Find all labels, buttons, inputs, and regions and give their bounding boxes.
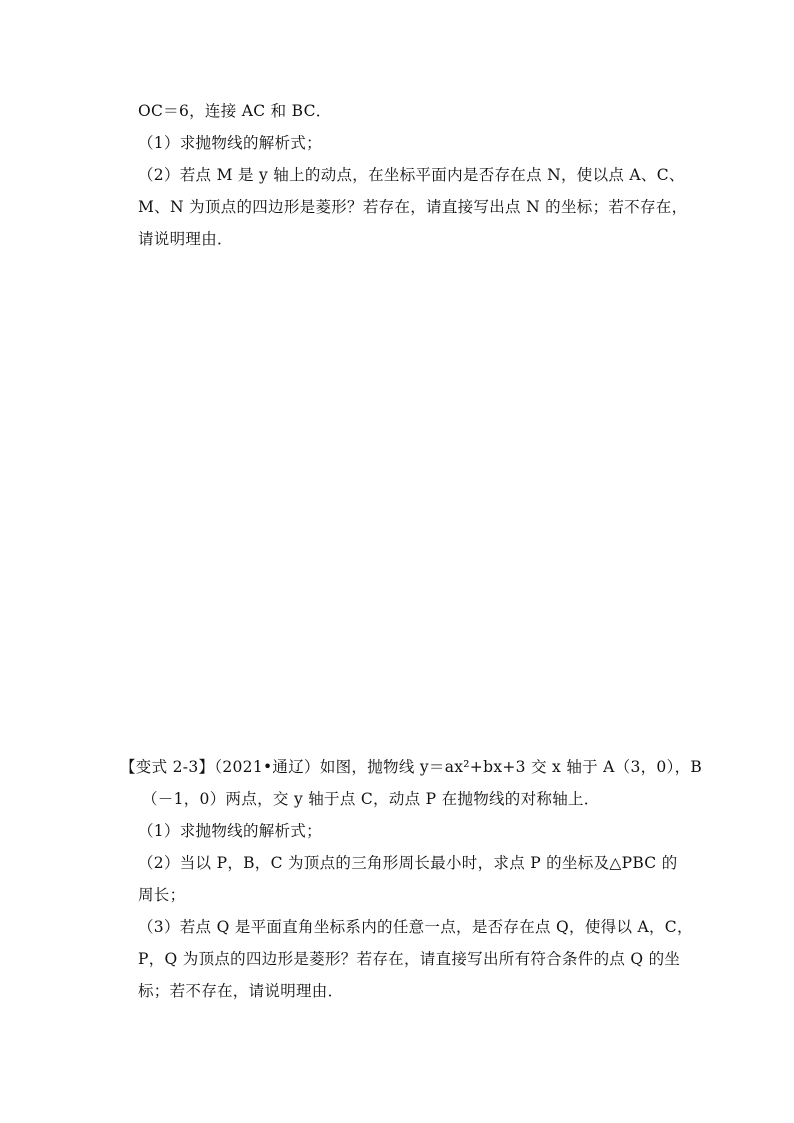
question-2-line-2: 周长；: [138, 886, 186, 904]
problem-header-line: 【变式 2-3】（2021•通辽）如图，抛物线 y＝ax²+bx+3 交 x 轴于 A（3，0），B: [120, 758, 703, 776]
question-1: （1）求抛物线的解析式；: [138, 822, 322, 840]
question-2-line-1: （2）当以 P，B，C 为顶点的三角形周长最小时，求点 P 的坐标及△PBC 的: [138, 854, 678, 872]
problem-top-question-1: （1）求抛物线的解析式；: [138, 134, 322, 152]
problem-top-question-2-line-3: 请说明理由．: [138, 230, 233, 248]
question-3-line-3: 标；若不存在，请说明理由．: [138, 982, 344, 1000]
question-3-line-2: P，Q 为顶点的四边形是菱形？若存在，请直接写出所有符合条件的点 Q 的坐: [138, 950, 681, 968]
problem-top-question-2-line-1: （2）若点 M 是 y 轴上的动点，在坐标平面内是否存在点 N，使以点 A、C、: [138, 166, 685, 184]
problem-header-continuation: （－1，0）两点，交 y 轴于点 C，动点 P 在抛物线的对称轴上．: [142, 790, 600, 808]
question-3-line-1: （3）若点 Q 是平面直角坐标系内的任意一点，是否存在点 Q，使得以 A，C，: [138, 918, 693, 936]
problem-top-question-2-line-2: M、N 为顶点的四边形是菱形？若存在，请直接写出点 N 的坐标；若不存在，: [138, 198, 688, 216]
problem-top-line-1: OC＝6，连接 AC 和 BC．: [138, 102, 332, 120]
